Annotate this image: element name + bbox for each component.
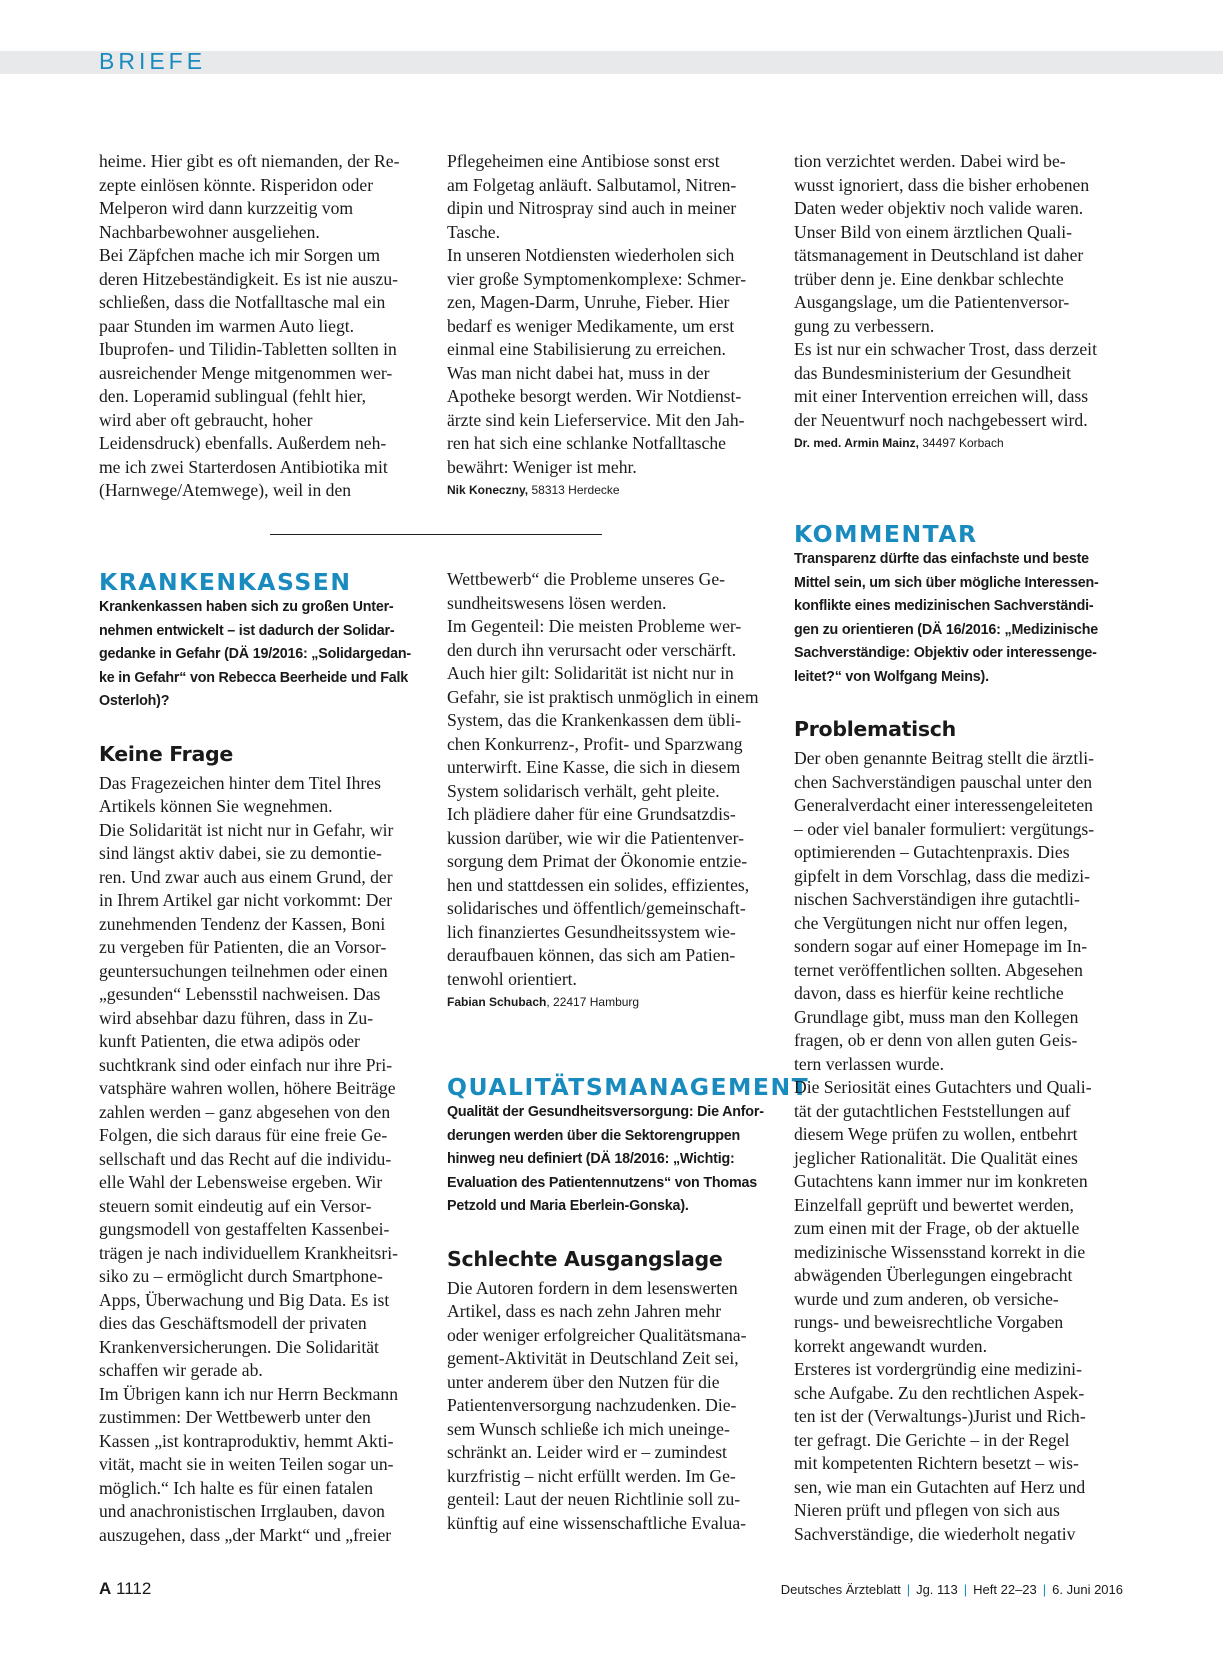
text-line: Ich plädiere daher für eine Grundsatzdis- (447, 804, 736, 824)
text-line: den durch ihn verursacht oder verschärft. (447, 639, 737, 660)
text-line: tätsmanagement in Deutschland ist daher (794, 245, 1084, 265)
topic-heading: KOMMENTAR (794, 520, 978, 548)
signature (447, 481, 777, 499)
text-line: Im Übrigen kann ich nur Herrn Beckmann (99, 1383, 398, 1404)
text-line: kussion darüber, wie wir die Patientenver- (447, 827, 744, 848)
text-line: me ich zwei Starterdosen Antibiotika mit (99, 456, 388, 477)
section-label: BRIEFE (99, 48, 207, 74)
text-line: Ausgangslage, um die Patientenversor- (794, 292, 1070, 312)
text-line: Unser Bild von einem ärztlichen Quali- (794, 221, 1072, 242)
text-line: und anachronistischen Irrglauben, davon (99, 1501, 385, 1521)
text-line: Evaluation des Patientennutzens“ von Thomas (447, 1174, 757, 1191)
text-line: lich finanziertes Gesundheitssystem wie- (447, 921, 736, 942)
text-line: che Vergütungen nicht nur offen legen, (794, 912, 1068, 933)
text-line: möglich.“ Ich halte es für einen fatalen (99, 1477, 374, 1498)
text-line: Pflegeheimen eine Antibiose sonst erst (447, 151, 720, 171)
journal-volume: Jg. 113 (916, 1582, 958, 1597)
author-name: Dr. med. Armin Mainz, (794, 436, 919, 450)
top-column-2 (447, 150, 777, 499)
journal-issue: Heft 22–23 (973, 1582, 1037, 1597)
text-line: den. Loperamid sublingual (fehlt hier, (99, 386, 367, 406)
text-line: sorgung dem Primat der Ökonomie entzie- (447, 851, 748, 871)
text-line: tion verzichtet werden. Dabei wird be- (794, 151, 1066, 171)
text-line: gung zu verbessern. (794, 315, 935, 336)
text-line: Apps, Überwachung und Big Data. Es ist (99, 1289, 390, 1310)
text-line: Gutachtens kann immer nur im konkreten (794, 1171, 1088, 1191)
text-line: – oder viel banaler formuliert: vergütungs- (794, 818, 1095, 839)
text-line: suchtkrank sind oder einfach nur ihre Pri- (99, 1054, 393, 1075)
text-line: diesem Wege prüfen zu wollen, entbehrt (794, 1124, 1078, 1144)
text-line: deren Hitzebeständigkeit. Es ist nie auszu- (99, 268, 398, 289)
text-line: einmal eine Stabilisierung zu erreichen. (447, 339, 726, 359)
text-line: korrekt angewandt wurden. (794, 1335, 987, 1356)
text-line: Die Solidarität ist nicht nur in Gefahr, wir (99, 819, 394, 840)
separator: | (1042, 1582, 1047, 1597)
text-line: ausreichender Menge mitgenommen wer- (99, 362, 393, 383)
text-line: unterwirft. Eine Kasse, die sich in diesem (447, 757, 741, 777)
text-line: fragen, ob er denn von allen guten Geis- (794, 1030, 1078, 1050)
text-line: oder weniger erfolgreicher Qualitätsmana- (447, 1324, 747, 1345)
text-line: kunft Patienten, die etwa adipös oder (99, 1031, 360, 1051)
text-line: Es ist nur ein schwacher Trost, dass derzeit (794, 339, 1097, 359)
text-line: bewährt: Weniger ist mehr. (447, 456, 637, 477)
text-line: ten ist der (Verwaltungs-)Jurist und Rich- (794, 1406, 1086, 1426)
text-line: ärzte sind kein Lieferservice. Mit den Jah- (447, 409, 745, 430)
author-place: 58313 Herdecke (528, 483, 620, 497)
lead-text (99, 596, 429, 714)
text-line: Daten weder objektiv noch valide waren. (794, 198, 1084, 218)
text-line: Sachverständige: Objektiv oder interessenge- (794, 645, 1097, 661)
top-column-3 (794, 150, 1124, 452)
text-line: sundheitswesens lösen werden. (447, 592, 667, 613)
text-line: Das Fragezeichen hinter dem Titel Ihres (99, 772, 381, 793)
text-line: Kassen „ist kontraproduktiv, hemmt Akti- (99, 1430, 394, 1451)
text-line: zustimmen: Der Wettbewerb unter den (99, 1407, 371, 1427)
text-line: zepte einlösen könnte. Risperidon oder (99, 174, 374, 195)
journal-name: Deutsches Ärzteblatt (780, 1582, 901, 1597)
text-line: leitet?“ von Wolfgang Meins). (794, 668, 989, 685)
letter-heading: Schlechte Ausgangslage (447, 1246, 723, 1271)
text-line: ternet veröffentlichen sollten. Abgesehen (794, 959, 1083, 980)
text-line: rungs- und beweisrechtliche Vorgaben (794, 1312, 1064, 1332)
krankenkassen-column-1 (99, 568, 429, 1547)
text-line: Einzelfall geprüft und bewertet werden, (794, 1194, 1074, 1215)
section-divider (270, 534, 602, 535)
text-line: derungen werden über die Sektorengruppen (447, 1127, 741, 1144)
letter-body (447, 1277, 782, 1536)
text-line: chen Sachverständigen pauschal unter den (794, 771, 1093, 792)
text-line: sche Aufgabe. Zu den rechtlichen Aspek- (794, 1382, 1085, 1403)
lead-text (447, 1101, 782, 1219)
text-line: wurde und zum anderen, ob versiche- (794, 1288, 1059, 1309)
text-line: Die Seriosität eines Gutachters und Quali- (794, 1077, 1092, 1097)
journal-date: 6. Juni 2016 (1052, 1582, 1123, 1597)
text-line: zum einen mit der Frage, ob der aktuelle (794, 1218, 1080, 1238)
text-line: gipfelt in dem Vorschlag, dass die medizi- (794, 865, 1090, 886)
text-line: das Bundesministerium der Gesundheit (794, 362, 1072, 383)
text-line: System solidarisch verhält, geht pleite. (447, 780, 720, 801)
text-line: Gefahr, sie ist praktisch unmöglich in einem (447, 686, 759, 707)
topic-heading: QUALITÄTSMANAGEMENT (447, 1073, 810, 1101)
text-line: tern verlassen wurde. (794, 1053, 944, 1074)
letter-body-continued (447, 568, 777, 991)
page-number (99, 1579, 151, 1599)
text-line: (Harnwege/Atemwege), weil in den (99, 480, 352, 500)
text-line: ke in Gefahr“ von Rebecca Beerheide und Falk (99, 669, 409, 686)
text-line: Die Autoren fordern in dem lesenswerten (447, 1277, 738, 1298)
text-line: unter anderem über den Nutzen für die (447, 1371, 720, 1392)
text-line: gement-Aktivität in Deutschland Zeit sei, (447, 1348, 739, 1368)
separator: | (906, 1582, 911, 1597)
text-line: genteil: Laut der neuen Richtlinie soll zu- (447, 1489, 741, 1509)
text-line: medizinische Wissensstand korrekt in die (794, 1241, 1086, 1262)
text-line: mit kompetenten Richtern besetzt – wis- (794, 1453, 1079, 1473)
page-prefix: A (99, 1579, 112, 1598)
text-line: geuntersuchungen teilnehmen oder einen (99, 960, 388, 981)
text-line: gen zu orientieren (DÄ 16/2016: „Medizinische (794, 621, 1099, 638)
text-line: Osterloh)? (99, 693, 170, 709)
text-line: ren. Und zwar auch aus einem Grund, der (99, 866, 393, 887)
text-line: ter gefragt. Die Gerichte – in der Regel (794, 1429, 1070, 1450)
text-line: sellschaft und das Recht auf die individu- (99, 1148, 392, 1169)
text-line: tät der gutachtlichen Feststellungen auf (794, 1100, 1071, 1121)
author-name: Fabian Schubach (447, 995, 547, 1009)
text-line: zen, Magen-Darm, Unruhe, Fieber. Hier (447, 292, 730, 312)
signature (447, 993, 777, 1011)
letter-body (99, 772, 429, 1548)
text-line: hinweg neu definiert (DÄ 18/2016: „Wichtig: (447, 1151, 735, 1167)
text-line: Krankenkassen haben sich zu großen Unter- (99, 599, 394, 615)
signature (794, 434, 1124, 452)
author-place: , 22417 Hamburg (546, 995, 640, 1009)
text-line: Petzold und Maria Eberlein-Gonska). (447, 1198, 689, 1214)
text-line: Grundlage gibt, muss man den Kollegen (794, 1006, 1079, 1027)
author-name: Nik Koneczny, (447, 483, 529, 497)
text-line: kurzfristig – nicht erfüllt werden. Im Ge- (447, 1465, 736, 1486)
text-line: Apotheke besorgt werden. Wir Notdienst- (447, 386, 742, 406)
text-line: Nachbarbewohner ausgeliehen. (99, 221, 320, 242)
text-line: Der oben genannte Beitrag stellt die ärztli- (794, 748, 1094, 768)
text-line: gedanke in Gefahr (DÄ 19/2016: „Solidargedan- (99, 646, 411, 662)
text-line: Artikel, dass es nach zehn Jahren mehr (447, 1301, 722, 1321)
text-line: Im Gegenteil: Die meisten Probleme wer- (447, 616, 742, 636)
text-line: künftig auf eine wissenschaftliche Evalua- (447, 1512, 746, 1533)
text-line: sind längst aktiv dabei, sie zu demontie- (99, 843, 382, 863)
text-line: System, das die Krankenkassen dem übli- (447, 710, 742, 730)
text-line: nischen Sachverständigen ihre gutachtli- (794, 889, 1080, 909)
page-digits: 1112 (111, 1579, 152, 1598)
topic-heading: KRANKENKASSEN (99, 568, 352, 596)
letter-heading: Problematisch (794, 717, 956, 741)
text-line: Krankenversicherungen. Die Solidarität (99, 1336, 379, 1357)
journal-masthead (781, 1582, 1123, 1597)
text-line: bedarf es weniger Medikamente, um erst (447, 315, 735, 336)
text-line: Ibuprofen- und Tilidin-Tabletten sollten in (99, 339, 397, 359)
text-line: zahlen werden – ganz abgesehen von den (99, 1101, 391, 1122)
text-line: elle Wahl der Lebensweise ergeben. Wir (99, 1172, 383, 1192)
text-line: Wettbewerb“ die Probleme unseres Ge- (447, 569, 726, 589)
text-line: schließen, dass die Notfalltasche mal ein (99, 292, 386, 312)
text-line: deraufbauen können, das sich am Patien- (447, 945, 736, 965)
top-column-1 (99, 150, 421, 503)
text-line: schränkt an. Leider wird er – zumindest (447, 1442, 727, 1462)
text-line: davon, dass es hierfür keine rechtliche (794, 983, 1064, 1003)
text-line: abwägenden Überlegungen eingebracht (794, 1265, 1073, 1285)
text-line: Was man nicht dabei hat, muss in der (447, 362, 710, 383)
text-line: mit einer Intervention erreichen will, dass (794, 386, 1089, 406)
top-col3-text (794, 150, 1124, 432)
text-line: in Ihrem Artikel gar nicht vorkommt: Der (99, 890, 393, 910)
text-line: vatsphäre wahren wollen, höhere Beiträge (99, 1078, 396, 1098)
text-line: am Folgetag anläuft. Salbutamol, Nitren- (447, 174, 737, 195)
text-line: zu vergeben für Patienten, die an Vorsor- (99, 937, 387, 957)
lead-text (794, 548, 1129, 689)
text-line: trüber denn je. Eine denkbar schlechte (794, 268, 1064, 289)
text-line: sen, wie man ein Gutachten auf Herz und (794, 1476, 1086, 1497)
text-line: sem Wunsch schließe ich mich uneinge- (447, 1418, 730, 1439)
text-line: auszugehen, dass „der Markt“ und „freier (99, 1524, 392, 1545)
text-line: Transparenz dürfte das einfachste und beste (794, 551, 1089, 567)
text-line: jeglicher Rationalität. Die Qualität eines (794, 1147, 1078, 1168)
text-line: siko zu – ermöglicht durch Smartphone- (99, 1266, 383, 1286)
text-line: nehmen entwickelt – ist dadurch der Solidar- (99, 622, 395, 639)
text-line: der Neuentwurf noch nachgebessert wird. (794, 409, 1088, 430)
text-line: vität, macht sie in weiten Teilen sogar un- (99, 1454, 394, 1474)
author-place: 34497 Korbach (918, 436, 1004, 450)
text-line: Leidensdruck) ebenfalls. Außerdem neh- (99, 433, 387, 453)
text-line: dies das Geschäftsmodell der privaten (99, 1313, 367, 1333)
text-line: Folgen, die sich daraus für eine freie Ge- (99, 1125, 388, 1145)
text-line: zunehmenden Tendenz der Kassen, Boni (99, 913, 386, 934)
text-line: Patientenversorgung nachzudenken. Die- (447, 1395, 737, 1415)
text-line: gungsmodell von gestaffelten Kassenbei- (99, 1219, 390, 1239)
text-line: Tasche. (447, 221, 500, 242)
krankenkassen-column-2 (447, 568, 777, 1011)
text-line: wusst ignoriert, dass die bisher erhobenen (794, 174, 1090, 195)
text-line: Nieren prüft und pflegen von sich aus (794, 1500, 1060, 1520)
letter-heading: Keine Frage (99, 741, 234, 766)
text-line: Artikels können Sie wegnehmen. (99, 796, 333, 816)
text-line: Sachverständige, die wiederholt negativ (794, 1523, 1076, 1544)
text-line: wird absehbar dazu führen, dass in Zu- (99, 1007, 374, 1028)
text-line: paar Stunden im warmen Auto liegt. (99, 315, 355, 336)
text-line: Bei Zäpfchen mache ich mir Sorgen um (99, 245, 381, 265)
text-line: vier große Symptomenkomplexe: Schmer- (447, 268, 747, 289)
text-line: steuern somit eindeutig auf ein Versor- (99, 1195, 372, 1216)
text-line: tenwohl orientiert. (447, 968, 577, 989)
top-col2-text (447, 150, 777, 479)
text-line: Ersteres ist vordergründig eine medizini- (794, 1359, 1082, 1379)
text-line: wird aber oft gebraucht, hoher (99, 409, 313, 430)
text-line: schaffen wir gerade ab. (99, 1360, 263, 1380)
text-line: „gesunden“ Lebensstil nachweisen. Das (99, 984, 381, 1004)
qualitaet-column (447, 1073, 810, 1535)
text-line: Generalverdacht einer interessengeleiteten (794, 795, 1093, 815)
text-line: In unseren Notdiensten wiederholen sich (447, 245, 735, 265)
text-line: trägen je nach individuellem Krankheitsri- (99, 1242, 398, 1263)
kommentar-column (794, 520, 1129, 1546)
text-line: chen Konkurrenz-, Profit- und Sparzwang (447, 733, 743, 754)
text-line: dipin und Nitrospray sind auch in meiner (447, 198, 737, 218)
text-line: Auch hier gilt: Solidarität ist nicht nur in (447, 663, 734, 683)
letter-body (794, 747, 1129, 1546)
top-col1-text (99, 150, 421, 503)
text-line: Mittel sein, um sich über mögliche Interessen- (794, 574, 1099, 591)
text-line: Melperon wird dann kurzzeitig vom (99, 198, 354, 218)
text-line: sondern sogar auf einer Homepage im In- (794, 936, 1088, 956)
text-line: optimierenden – Gutachtenpraxis. Dies (794, 842, 1070, 862)
text-line: Qualität der Gesundheitsversorgung: Die Anfor- (447, 1104, 764, 1120)
text-line: hen und stattdessen ein solides, effizientes, (447, 874, 750, 895)
separator: | (963, 1582, 968, 1597)
text-line: konflikte eines medizinischen Sachverständi- (794, 598, 1094, 614)
text-line: ren hat sich eine schlanke Notfalltasche (447, 433, 726, 453)
text-line: solidarisches und öffentlich/gemeinschaft- (447, 898, 746, 918)
text-line: heime. Hier gibt es oft niemanden, der Re- (99, 151, 400, 171)
